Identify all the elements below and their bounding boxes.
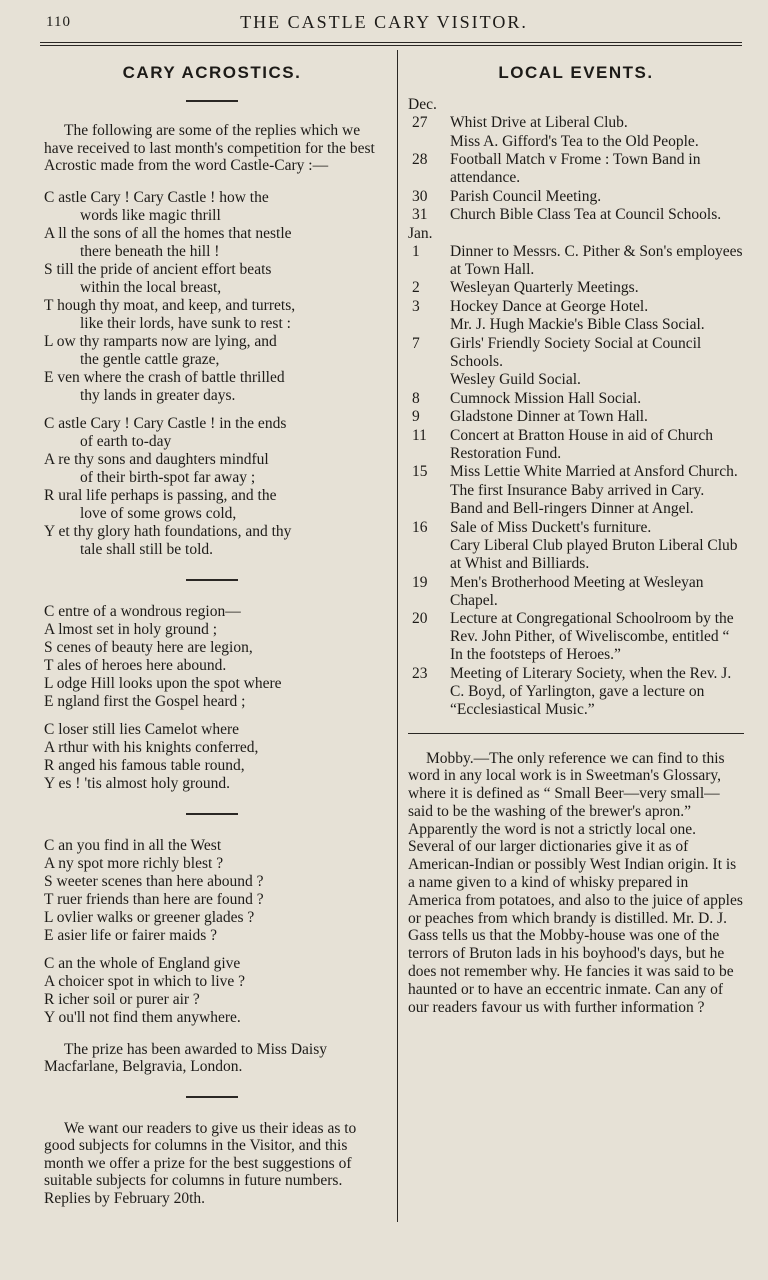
list-item [408, 665, 744, 719]
verse-line: T hough thy moat, and keep, and turrets, [44, 296, 296, 314]
acrostics-title: CARY ACROSTICS. [122, 63, 302, 82]
event-text: Band and Bell-ringers Dinner at Angel. [450, 500, 694, 517]
acrostic-3 [44, 837, 380, 1027]
list-item [408, 298, 744, 316]
list-item [408, 151, 744, 187]
event-text: Hockey Dance at George Hotel. [450, 297, 649, 315]
list-item [408, 408, 744, 426]
event-text: Cary Liberal Club played Bruton Liberal Club at Whist and Billiards. [450, 537, 738, 572]
event-text: Men's Brotherhood Meeting at Wesleyan Chapel. [450, 573, 704, 609]
verse-line: words like magic thrill [80, 206, 221, 224]
event-text: Mr. J. Hugh Mackie's Bible Class Social. [450, 316, 705, 333]
running-head: THE CASTLE CARY VISITOR. [240, 12, 528, 32]
event-day: 11 [412, 426, 427, 444]
mobby-note: Mobby.—The only reference we can find to this word in any local work is in Sweetman's Glossary, where it is defined as “ Small Beer—very small—said to be the washing of the brewer's apron.” Apparently the word is not a strictly local one. Several of our larger dictionaries give it as of American-Indian or possibly West Indian origin. It is a name given to a kind of whisky prepared in America from potatoes, and also to the juice of apples or peaches from which brandy is distilled. Mr. D. J. Gass tells us that the Mobby-house was one of the terrors of Bruton lads in his boyhood's days, but he does not remember why. He fancies it was said to be haunted or to have an eccentric inmate. Can any of our readers favour us with further information ? [408, 749, 743, 1016]
event-text: Dinner to Messrs. C. Pither & Son's employees at Town Hall. [450, 242, 743, 278]
page-number: 110 [46, 14, 71, 30]
verse-line: L odge Hill looks upon the spot where [44, 674, 282, 692]
verse-line: L ow thy ramparts now are lying, and [44, 332, 277, 350]
verse-line: A rthur with his knights conferred, [44, 738, 259, 756]
event-day: 30 [412, 187, 428, 205]
event-text: Lecture at Congregational Schoolroom by the Rev. John Pither, of Wiveliscombe, entitled “ In the footsteps of Heroes.” [450, 610, 734, 663]
events-title: LOCAL EVENTS. [498, 63, 654, 82]
list-item [408, 463, 744, 481]
event-day [408, 500, 450, 518]
events-list [408, 96, 744, 719]
list-item [408, 537, 744, 573]
event-day: 15 [412, 463, 428, 480]
month-label: Jan. [408, 224, 433, 242]
event-day [408, 371, 450, 389]
event-day: 28 [412, 151, 428, 168]
list-item [408, 188, 744, 206]
verse-line: tale shall still be told. [80, 540, 214, 558]
section-rule [408, 733, 744, 734]
verse-line: C an the whole of England give [44, 954, 241, 972]
verse-line: A choicer spot in which to live ? [44, 972, 246, 990]
list-item [408, 610, 744, 664]
section-rule [186, 1096, 238, 1098]
list-item [408, 335, 744, 371]
verse-line: S cenes of beauty here are legion, [44, 638, 253, 656]
verse-line: within the local breast, [80, 278, 222, 296]
right-column [408, 58, 744, 1016]
list-item [408, 519, 744, 537]
event-day [408, 133, 450, 151]
list-item [408, 390, 744, 408]
left-column [44, 58, 380, 1207]
acrostic-2 [44, 603, 380, 793]
event-text: Church Bible Class Tea at Council Schools. [450, 206, 722, 223]
list-item [408, 316, 744, 334]
section-rule [186, 579, 238, 581]
acrostics-intro: The following are some of the replies which we have received to last month's competition for the best Acrostic made from the word Castle-Cary :— [44, 122, 375, 174]
verse-line: A ny spot more richly blest ? [44, 854, 224, 872]
event-day: 31 [412, 206, 428, 223]
verse-line: C loser still lies Camelot where [44, 720, 240, 738]
event-day: 9 [412, 408, 420, 425]
event-day: 23 [412, 664, 428, 682]
list-item [408, 482, 744, 500]
acrostic-1 [44, 189, 380, 559]
event-day: 3 [412, 297, 420, 315]
verse-line: R anged his famous table round, [44, 756, 245, 774]
event-text: Miss Lettie White Married at Ansford Church. [450, 463, 738, 480]
list-item [408, 427, 744, 463]
event-text: Concert at Bratton House in aid of Church Restoration Fund. [450, 426, 714, 462]
event-day: 27 [412, 114, 428, 131]
verse-line: R ural life perhaps is passing, and the [44, 486, 277, 504]
verse-line: there beneath the hill ! [80, 242, 220, 260]
prize-announcement: The prize has been awarded to Miss Daisy Macfarlane, Belgravia, London. [44, 1040, 327, 1075]
event-day: 7 [412, 334, 420, 352]
verse-line: Y ou'll not find them anywhere. [44, 1008, 241, 1026]
event-day: 8 [412, 389, 420, 407]
verse-line: C astle Cary ! Cary Castle ! in the ends [44, 414, 287, 432]
event-text: Girls' Friendly Society Social at Council Schools. [450, 334, 702, 370]
verse-line: A lmost set in holy ground ; [44, 620, 218, 638]
list-item [408, 279, 744, 297]
event-text: Football Match v Frome : Town Band in attendance. [450, 151, 701, 186]
header-rule [40, 42, 742, 46]
title-rule [186, 100, 238, 102]
verse-line: the gentle cattle graze, [80, 350, 220, 368]
event-text: Miss A. Gifford's Tea to the Old People. [450, 132, 699, 150]
verse-line: A re thy sons and daughters mindful [44, 450, 269, 468]
event-text: Whist Drive at Liberal Club. [450, 114, 628, 131]
verse-line: love of some grows cold, [80, 504, 237, 522]
event-day: 16 [412, 518, 428, 536]
verse-line: Y es ! 'tis almost holy ground. [44, 774, 231, 792]
list-item [408, 243, 744, 279]
verse-line: T ales of heroes here abound. [44, 656, 227, 674]
verse-line: C entre of a wondrous region— [44, 602, 241, 620]
verse-line: S till the pride of ancient effort beats [44, 260, 272, 278]
verse-line: like their lords, have sunk to rest : [80, 314, 291, 332]
verse-line: S weeter scenes than here abound ? [44, 872, 264, 890]
list-item [408, 500, 744, 518]
list-item [408, 371, 744, 389]
event-day: 20 [412, 610, 428, 627]
verse-line: T ruer friends than here are found ? [44, 890, 264, 908]
event-day: 2 [412, 279, 420, 296]
verse-line: of earth to-day [80, 432, 172, 450]
event-day: 1 [412, 242, 420, 260]
event-text: Cumnock Mission Hall Social. [450, 389, 642, 407]
event-text: Parish Council Meeting. [450, 187, 602, 205]
event-day: 19 [412, 573, 428, 591]
event-text: Meeting of Literary Society, when the Rev. J. C. Boyd, of Yarlington, gave a lecture on “Ecclesiastical Music.” [450, 664, 732, 718]
event-text: Wesley Guild Social. [450, 371, 581, 388]
verse-line: L ovlier walks or greener glades ? [44, 908, 255, 926]
list-item [408, 574, 744, 610]
verse-line: Y et thy glory hath foundations, and thy [44, 522, 292, 540]
readers-notice: We want our readers to give us their ideas as to good subjects for columns in the Visitor, and this month we offer a prize for the best suggestions of suitable subjects for columns in future numbers. Replies by February 20th. [44, 1119, 357, 1207]
event-text: Sale of Miss Duckett's furniture. [450, 518, 652, 536]
verse-line: E ven where the crash of battle thrilled [44, 368, 285, 386]
verse-line: R icher soil or purer air ? [44, 990, 200, 1008]
event-day [408, 482, 450, 500]
list-item [408, 114, 744, 132]
verse-line: E ngland first the Gospel heard ; [44, 692, 246, 710]
event-day [408, 537, 450, 573]
verse-line: of their birth-spot far away ; [80, 468, 256, 486]
verse-line: C an you find in all the West [44, 836, 222, 854]
list-item [408, 133, 744, 151]
verse-line: A ll the sons of all the homes that nestle [44, 224, 292, 242]
month-label: Dec. [408, 96, 437, 113]
column-rule [397, 50, 398, 1222]
event-text: The first Insurance Baby arrived in Cary. [450, 481, 705, 499]
event-text: Wesleyan Quarterly Meetings. [450, 279, 639, 296]
section-rule [186, 813, 238, 815]
verse-line: C astle Cary ! Cary Castle ! how the [44, 188, 269, 206]
event-day [408, 316, 450, 334]
verse-line: thy lands in greater days. [80, 386, 236, 404]
list-item [408, 206, 744, 224]
event-text: Gladstone Dinner at Town Hall. [450, 408, 648, 425]
verse-line: E asier life or fairer maids ? [44, 926, 217, 944]
